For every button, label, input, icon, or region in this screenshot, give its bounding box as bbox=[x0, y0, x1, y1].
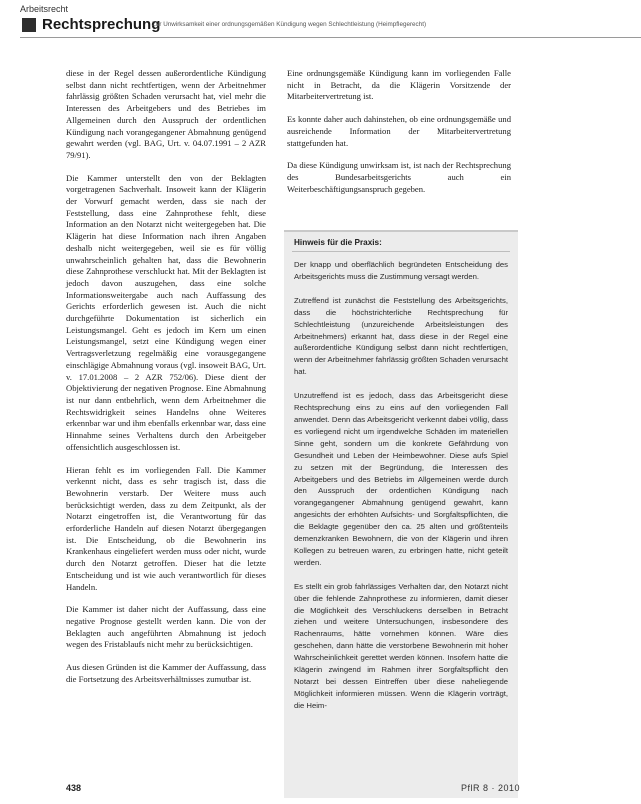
practice-paragraph: Unzutreffend ist es jedoch, dass das Arbeitsgericht diese Rechtsprechung eins zu eins auf den vorliegenden Fall anwendet. Denn das Arbeitsgericht verkennt dabei völlig, dass es vorliegend nicht um irgendwelche Schäden im materiellen Sinne geht, sondern um die konkrete Gefährdung von Gesundheit und Leben der Heimbewohner. Diese aufs Spiel zu setzen mit der Begründung, die Interessen des Arbeitgebers und des Betriebs im Allgemeinen werde durch den Ausspruch der ordentlichen Kündigung nach vorangegangener Abmahnung genügend gewahrt, kann angesichts der erhöhten Aufsichts- und Sorgfaltspflichten, die die Beklagte gegenüber den ca. 25 alten und größtenteils demenzkranken Bewohnern, die von der Klägerin und ihren Kollegen zu betreuen waren, zu erbringen hatte, nicht geteilt werden. bbox=[294, 391, 508, 567]
body-paragraph: Hieran fehlt es im vorliegenden Fall. Die Kammer verkennt nicht, dass es sehr tragisch ist, dass die Bewohnerin verstarb. Der Weitere muss auch berücksichtigt werden, dass zu dem Zeitpunkt, als der Notarzt eingetroffen ist, die Verantwortung für das erforderliche Handeln auf diesen Notarzt übergegangen ist. Die Entscheidung, ob die Bewohnerin ins Krankenhaus eingeliefert werden muss oder nicht, wurde durch den Notarzt getroffen. Dieser hat die letzte Entscheidung und ist wie auch verantwortlich für dieses Handeln. bbox=[66, 464, 266, 592]
right-column bbox=[287, 68, 511, 206]
practice-note-heading: Hinweis für die Praxis: bbox=[294, 238, 382, 247]
page-subtitle: Zur Unwirksamkeit einer ordnungsgemäßen Kündigung wegen Schlechtleistung (Heimpflegerecht) bbox=[152, 21, 427, 28]
practice-paragraph: Zutreffend ist zunächst die Feststellung des Arbeitsgerichts, dass die höchstrichterliche Rechtsprechung für Schlechtleistung (unzureichende Arbeitsleistungen des Arbeitnehmers) erkannt hat, dass diese in der Regel eine außerordentliche Kündigung selbst dann nicht rechtfertigen, wenn der Arbeitnehmer fahrlässig größten Schaden verursacht hat. bbox=[294, 295, 508, 377]
body-paragraph: Es konnte daher auch dahinstehen, ob eine ordnungsgemäße und ausreichende Information der Mitarbeitervertretung stattgefunden hat. bbox=[287, 114, 511, 148]
practice-note-divider bbox=[292, 251, 510, 252]
practice-paragraph: Es stellt ein grob fahrlässiges Verhalten dar, den Notarzt nicht über die fehlende Zahnprothese zu informieren, damit dieser die Möglichkeit des Verschluckens derselben in Betracht ziehen und weitere Untersuchungen, insbesondere des Rachenraums, hätte vornehmen können. Wäre dies geschehen, dann hätte die verstorbene Bewohnerin mit hoher Wahrscheinlichkeit gerettet werden können. Insofern hatte die Klägerin zwingend im Rahmen ihrer Sorgfaltspflicht den Notarzt bei dessen Eintreffen über diese naheliegende Möglichkeit informieren müssen. Wenn die Klägerin vorträgt, die Heim- bbox=[294, 581, 508, 710]
practice-note-body bbox=[294, 259, 508, 724]
section-label: Arbeitsrecht bbox=[20, 4, 69, 14]
practice-paragraph: Der knapp und oberflächlich begründeten Entscheidung des Arbeitsgerichts muss die Zustimmung versagt werden. bbox=[294, 260, 508, 281]
journal-issue: PflR 8 · 2010 bbox=[461, 783, 521, 793]
page-title: Rechtsprechung bbox=[42, 16, 161, 33]
left-column bbox=[66, 68, 266, 696]
page-number: 438 bbox=[66, 783, 82, 793]
body-paragraph: diese in der Regel dessen außerordentliche Kündigung selbst dann nicht rechtfertigen, wenn der Arbeitnehmer fahrlässig größten Schaden verursacht hat, viel mehr die Interessen des Arbeitgebers und des Betriebes im Allgemeinen durch den Ausspruch der ordentlichen Kündigung nach vorangegangener Abmahnung genügend gewahrt werden (vgl. BAG, Urt. v. 04.07.1991 – 2 AZR 79/91). bbox=[66, 68, 266, 160]
practice-note-box bbox=[284, 230, 521, 798]
header-divider bbox=[20, 37, 641, 38]
body-paragraph: Die Kammer ist daher nicht der Auffassung, dass eine negative Prognose gestellt werden kann. Die von der Beklagten auch angeführten Abmahnung ist jedoch wegen des Fristablaufs nicht mehr zu berücksichtigen. bbox=[66, 604, 266, 650]
body-paragraph: Eine ordnungsgemäße Kündigung kann im vorliegenden Falle nicht in Betracht, da die Klägerin Vorsitzende der Mitarbeitervertretung ist. bbox=[287, 68, 511, 102]
body-paragraph: Da diese Kündigung unwirksam ist, ist nach der Rechtsprechung des Bundesarbeitsgerichts auch ein Weiterbeschäftigungsanspruch gegeben. bbox=[287, 160, 511, 194]
header-marker bbox=[22, 18, 36, 32]
body-paragraph: Die Kammer unterstellt den von der Beklagten vorgetragenen Sachverhalt. Insoweit kann der Klägerin der Vorwurf gemacht werden, dass sie nach der Feststellung, dass eine Zahnprothese fehlt, diese Information an den Notarzt nicht weitergegeben hat. Die Klägerin hat diese Information nach ihren Angaben deshalb nicht weitergegeben, weil sie es für völlig unwahrscheinlich gehalten hat, dass die Bewohnerin diese Zahnprothese verschluckt hat. Mit der Beklagten ist jedoch davon auszugehen, dass eine solche Informationsweitergabe auch nach Auffassung des Gerichts erforderlich gewesen ist. Auch die nicht durchgeführte Dokumentation ist sicherlich ein Leistungsmangel. Geht es jedoch im Kern um einen Leistungsmangel, setzt eine Kündigung wegen einer Vertragsverletzung regelmäßig eine vorausgegangene einschlägige Abmahnung voraus (vgl. insoweit BAG, Urt. v. 17.01.2008 – 2 AZR 752/06). Diese dient der Objektivierung der negativen Prognose. Eine Abmahnung ist nur dann entbehrlich, wenn dem Arbeitnehmer die Rechtswidrigkeit seines Handelns ohne Weiteres erkennbar war und ihm ebenfalls erkennbar war, dass eine Hinnahme seines Verhaltens durch den Arbeitgeber offensichtlich ausgeschlossen ist. bbox=[66, 172, 266, 452]
body-paragraph: Aus diesen Gründen ist die Kammer der Auffassung, dass die Fortsetzung des Arbeitsverhältnisses zumutbar ist. bbox=[66, 662, 266, 684]
